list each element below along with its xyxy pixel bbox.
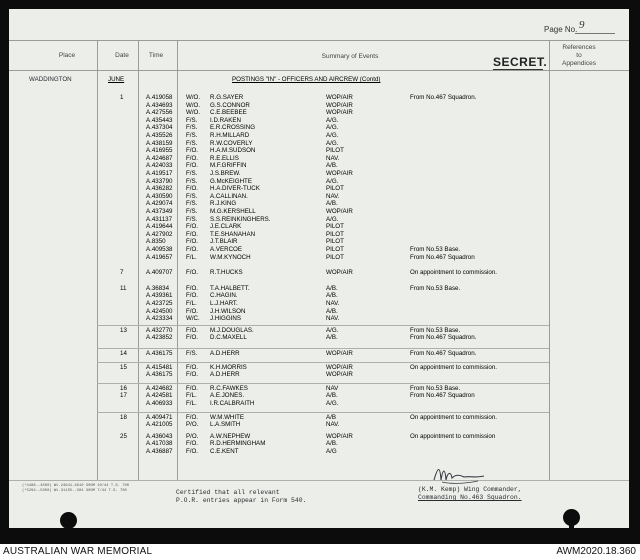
entry-rank: F/S. <box>186 200 198 208</box>
entry-category: NAV. <box>326 300 340 307</box>
entry-name: R.H.MILLARD <box>210 132 250 139</box>
entry-service-number: A.423334 <box>146 315 173 323</box>
entry-category: WOP/AIR <box>326 363 353 371</box>
entry-service-number: A.437349 <box>146 208 173 215</box>
rule-time-left <box>138 40 139 480</box>
day-separator <box>97 325 549 326</box>
month-cell: JUNE <box>108 76 125 83</box>
entry-category: NAV. <box>326 192 340 200</box>
entry-service-number: A.409538 <box>146 246 173 253</box>
entry-rank: F/O. <box>186 269 199 277</box>
entry-rank: F/S. <box>186 116 198 124</box>
entry-rank: F/L. <box>186 253 197 261</box>
entry-rank: F/O. <box>186 154 199 162</box>
entry-note: From No.53 Base. <box>410 384 461 392</box>
entry-day: 1 <box>120 94 124 101</box>
entry-service-number: A.429074 <box>146 200 173 208</box>
section-title: POSTINGS "IN" - OFFICERS AND AIRCREW (Contd) <box>232 76 381 83</box>
entry-category: A/G. <box>326 400 339 407</box>
entry-service-number: A.433790 <box>146 177 173 185</box>
entry-note: From No.467 Squadron <box>410 392 475 400</box>
entry-service-number: A.435526 <box>146 132 173 139</box>
entry-category: WOP/AIR <box>326 371 353 379</box>
entry-note: On appointment to commission <box>410 432 496 440</box>
entry-rank: F/O. <box>186 371 199 379</box>
entry-service-number: A.409471 <box>146 413 173 421</box>
entry-service-number: A.424581 <box>146 392 173 400</box>
entry-name: M.G.KERSHELL <box>210 208 256 215</box>
page-number-label: Page No. <box>544 25 578 34</box>
entry-category: NAV. <box>326 421 340 429</box>
place-cell: WADDINGTON <box>29 76 72 83</box>
entry-service-number: A.427902 <box>146 230 173 238</box>
entry-category: A/G. <box>326 139 339 147</box>
entry-note: From No.467 Squadron. <box>410 94 477 101</box>
entry-rank: F/O. <box>186 292 199 300</box>
day-separator <box>97 362 549 363</box>
entry-name: J.S.BREW. <box>210 170 241 177</box>
entry-service-number: A.436282 <box>146 185 173 193</box>
entry-category: A/B. <box>326 162 338 170</box>
entry-day: 11 <box>120 284 127 292</box>
entry-name: A.D.HERR <box>210 371 240 379</box>
entry-name: J.HIGGINS <box>210 315 241 323</box>
entry-name: S.S.REINKINGHERS. <box>210 215 271 223</box>
entry-rank: P/O. <box>186 432 199 440</box>
entry-service-number: A.439361 <box>146 292 173 300</box>
entry-service-number: A.415481 <box>146 363 173 371</box>
entry-name: A.D.HERR <box>210 350 240 357</box>
entry-rank: F/O. <box>186 230 199 238</box>
entry-category: A/B. <box>326 292 338 300</box>
entry-rank: F/S. <box>186 132 198 139</box>
entry-rank: F/O. <box>186 326 199 334</box>
entry-service-number: A.416955 <box>146 147 173 155</box>
entry-name: R.E.ELLIS <box>210 154 239 162</box>
entry-day: 25 <box>120 432 127 440</box>
entry-service-number: A.417038 <box>146 440 173 448</box>
entry-name: G.S.CONNOR <box>210 101 250 109</box>
entry-category: A/B. <box>326 334 338 342</box>
entry-day: 15 <box>120 363 127 371</box>
day-separator <box>97 348 549 349</box>
entry-name: E.R.CROSSING <box>210 124 256 132</box>
binder-peg-right <box>569 523 574 535</box>
entry-rank: F/O. <box>186 363 199 371</box>
day-separator <box>97 383 549 384</box>
entry-name: I.D.RAKEN <box>210 116 241 124</box>
entry-category: A/G. <box>326 116 339 124</box>
entry-rank: F/O. <box>186 413 199 421</box>
entry-rank: P/O. <box>186 421 199 429</box>
entry-service-number: A.435443 <box>146 116 173 124</box>
binder-peg-left <box>66 526 71 538</box>
entry-service-number: A.424687 <box>146 154 173 162</box>
credit-institution: AUSTRALIAN WAR MEMORIAL <box>3 546 153 557</box>
entry-note: From No.53 Base. <box>410 284 461 292</box>
entry-service-number: A.406933 <box>146 400 173 407</box>
entry-rank: F/S. <box>186 177 198 185</box>
rule-references-left <box>549 40 550 480</box>
entry-rank: F/O. <box>186 238 199 246</box>
entry-rank: F/S. <box>186 124 198 132</box>
entry-note: From No.467 Squadron. <box>410 334 477 342</box>
entry-name: R.W.COVERLY <box>210 139 253 147</box>
entry-category: A/G. <box>326 124 339 132</box>
entry-category: WOP/AIR <box>326 269 353 277</box>
entry-service-number: A.423725 <box>146 300 173 307</box>
header-summary: Summary of Events <box>321 53 379 60</box>
rule-footer-top <box>9 480 629 481</box>
header-date: Date <box>115 52 129 59</box>
entry-name: L.J.HART. <box>210 300 238 307</box>
entry-category: PILOT <box>326 147 344 155</box>
header-place: Place <box>58 52 76 59</box>
entry-service-number: A.434693 <box>146 101 173 109</box>
entry-note: On appointment to commission. <box>410 413 498 421</box>
entry-service-number: A.436887 <box>146 448 173 455</box>
certification-line-2: P.O.R. entries appear in Form 540. <box>176 497 307 504</box>
entry-service-number: A.409707 <box>146 269 173 277</box>
entry-day: 14 <box>120 350 127 357</box>
signatory-line-2: Commanding No.463 Squadron. <box>418 494 522 501</box>
document-page <box>9 9 629 528</box>
entry-service-number: A.436043 <box>146 432 173 440</box>
rule-header-top <box>9 40 629 41</box>
entry-rank: F/O. <box>186 448 199 455</box>
entry-service-number: A.419517 <box>146 170 173 177</box>
entry-name: A.CALLINAN. <box>210 192 248 200</box>
entry-rank: F/L. <box>186 300 197 307</box>
entry-day: 18 <box>120 413 127 421</box>
signatory-line-1: (K.M. Kemp) Wing Commander, <box>418 486 522 493</box>
entry-rank: F/O. <box>186 440 199 448</box>
entry-name: L.A.SMITH <box>210 421 241 429</box>
entry-rank: F/O. <box>186 307 199 315</box>
entry-rank: F/O. <box>186 162 199 170</box>
entry-note: From No.53 Base. <box>410 246 461 253</box>
entry-name: R.T.HUCKS <box>210 269 243 277</box>
entry-name: D.C.MAXELL <box>210 334 247 342</box>
entry-service-number: A.424682 <box>146 384 173 392</box>
entry-category: NAV. <box>326 315 340 323</box>
entry-name: K.H.MORRIS <box>210 363 247 371</box>
entry-rank: F/L. <box>186 400 197 407</box>
entry-name: A.W.NEPHEW <box>210 432 251 440</box>
entry-service-number: A.8350 <box>146 238 166 246</box>
entry-rank: F/S. <box>186 350 198 357</box>
entry-service-number: A.419058 <box>146 94 173 101</box>
entry-name: H.A.M.SUDSON <box>210 147 256 155</box>
entry-name: T.A.HALBETT. <box>210 284 250 292</box>
entry-category: A/G <box>326 448 337 455</box>
entry-rank: F/O. <box>186 384 199 392</box>
entry-name: A.E.JONES. <box>210 392 245 400</box>
entry-category: A/B. <box>326 392 338 400</box>
entry-name: T.E.SHANAHAN <box>210 230 256 238</box>
handwritten-signature <box>430 462 490 488</box>
form-code-line-1: (*4488--4500) Wt.24641-4910 300M 10/44 T.S. 700 <box>22 484 130 488</box>
entry-rank: F/S. <box>186 170 198 177</box>
entry-name: M.J.DOUGLAS. <box>210 326 254 334</box>
entry-name: J.E.CLARK <box>210 223 242 231</box>
entry-category: WOP/AIR <box>326 432 353 440</box>
entry-category: PILOT <box>326 246 344 253</box>
entry-name: I.R.CALBRAITH <box>210 400 255 407</box>
entry-service-number: A.432770 <box>146 326 173 334</box>
entry-category: A/B. <box>326 200 338 208</box>
entry-name: R.D.HERMINGHAM <box>210 440 266 448</box>
entry-name: R.G.SAYER <box>210 94 244 101</box>
entry-rank: F/O. <box>186 147 199 155</box>
entry-service-number: A.430590 <box>146 192 173 200</box>
entry-name: C.E.BEEBEE <box>210 109 247 117</box>
entry-name: C.HAGIN. <box>210 292 238 300</box>
entry-rank: F/O. <box>186 246 199 253</box>
entry-category: A/B. <box>326 284 338 292</box>
entry-rank: F/S. <box>186 192 198 200</box>
entry-category: PILOT <box>326 223 344 231</box>
entry-rank: F/O. <box>186 185 199 193</box>
entry-service-number: A.419644 <box>146 223 173 231</box>
entry-name: M.F.GRIFFIN <box>210 162 247 170</box>
entry-name: H.A.DIVER-TUCK <box>210 185 260 193</box>
entry-name: A.VERCOE <box>210 246 242 253</box>
entry-category: WOP/AIR <box>326 170 353 177</box>
entry-rank: F/O. <box>186 334 199 342</box>
page-number-underline <box>575 33 615 34</box>
entry-rank: W/O. <box>186 101 201 109</box>
entry-rank: F/L. <box>186 392 197 400</box>
rule-date-left <box>97 40 98 480</box>
entry-category: A/G. <box>326 215 339 223</box>
header-appendices: Appendices <box>562 60 596 67</box>
entry-service-number: A.437304 <box>146 124 173 132</box>
entry-category: A/B <box>326 413 336 421</box>
entry-rank: F/S. <box>186 208 198 215</box>
entry-day: 17 <box>120 392 127 400</box>
entry-name: W.M.WHITE <box>210 413 245 421</box>
entry-rank: W/O. <box>186 109 201 117</box>
entry-name: J.H.WILSON <box>210 307 246 315</box>
secret-classification: SECRET. <box>493 55 548 69</box>
entry-category: A/B. <box>326 307 338 315</box>
page-number-value: 9 <box>579 19 585 31</box>
entry-category: WOP/AIR <box>326 94 353 101</box>
entry-category: WOP/AIR <box>326 101 353 109</box>
entry-service-number: A.436175 <box>146 350 173 357</box>
entry-category: NAV <box>326 384 339 392</box>
entry-service-number: A.436175 <box>146 371 173 379</box>
entry-service-number: A.36834 <box>146 284 170 292</box>
entry-category: WOP/AIR <box>326 350 353 357</box>
header-time: Time <box>148 52 164 59</box>
entry-day: 7 <box>120 269 124 277</box>
entry-category: PILOT <box>326 238 344 246</box>
entry-category: A/G. <box>326 132 339 139</box>
entry-service-number: A.424033 <box>146 162 173 170</box>
entry-category: PILOT <box>326 185 344 193</box>
entry-category: A/B. <box>326 440 338 448</box>
rule-summary-left <box>177 40 178 480</box>
entry-note: On appointment to commission. <box>410 363 498 371</box>
form-code-line-2: (*5294--5300) Wt.31155--304 300M 7/44 T.S. 700 <box>22 489 127 493</box>
entry-category: WOP/AIR <box>326 109 353 117</box>
entry-day: 16 <box>120 384 127 392</box>
entry-service-number: A.427556 <box>146 109 173 117</box>
entry-name: J.T.BLAIR <box>210 238 238 246</box>
entry-service-number: A.419657 <box>146 253 173 261</box>
entry-category: A/G. <box>326 326 339 334</box>
credit-accession-number: AWM2020.18.360 <box>556 546 636 557</box>
entry-rank: F/O. <box>186 223 199 231</box>
entry-category: PILOT <box>326 230 344 238</box>
entry-note: From No.53 Base. <box>410 326 461 334</box>
entry-name: W.M.KYNOCH <box>210 253 251 261</box>
entry-category: NAV. <box>326 154 340 162</box>
entry-service-number: A.421005 <box>146 421 173 429</box>
certification-line-1: Certified that all relevant <box>176 489 280 496</box>
entry-rank: F/S. <box>186 139 198 147</box>
entry-day: 13 <box>120 326 127 334</box>
entry-name: R.C.FAWKES <box>210 384 248 392</box>
entry-category: PILOT <box>326 253 344 261</box>
entry-rank: F/O. <box>186 284 199 292</box>
entry-note: From No.467 Squadron <box>410 253 475 261</box>
entry-rank: W/C. <box>186 315 200 323</box>
entry-service-number: A.438159 <box>146 139 173 147</box>
entry-rank: W/O. <box>186 94 201 101</box>
entry-category: WOP/AIR <box>326 208 353 215</box>
entry-name: R.J.KING <box>210 200 237 208</box>
entry-service-number: A.424500 <box>146 307 173 315</box>
entry-note: On appointment to commission. <box>410 269 498 277</box>
entry-name: C.E.KENT <box>210 448 239 455</box>
header-references-to: to <box>576 52 582 59</box>
entry-service-number: A.423852 <box>146 334 173 342</box>
entry-name: G.McKEIGHTE <box>210 177 252 185</box>
header-references: References <box>562 44 596 51</box>
day-separator <box>97 412 549 413</box>
entry-note: From No.467 Squadron. <box>410 350 477 357</box>
rule-header-bottom <box>9 70 629 71</box>
entry-category: A/G. <box>326 177 339 185</box>
entry-rank: F/S. <box>186 215 198 223</box>
entry-service-number: A.431137 <box>146 215 173 223</box>
